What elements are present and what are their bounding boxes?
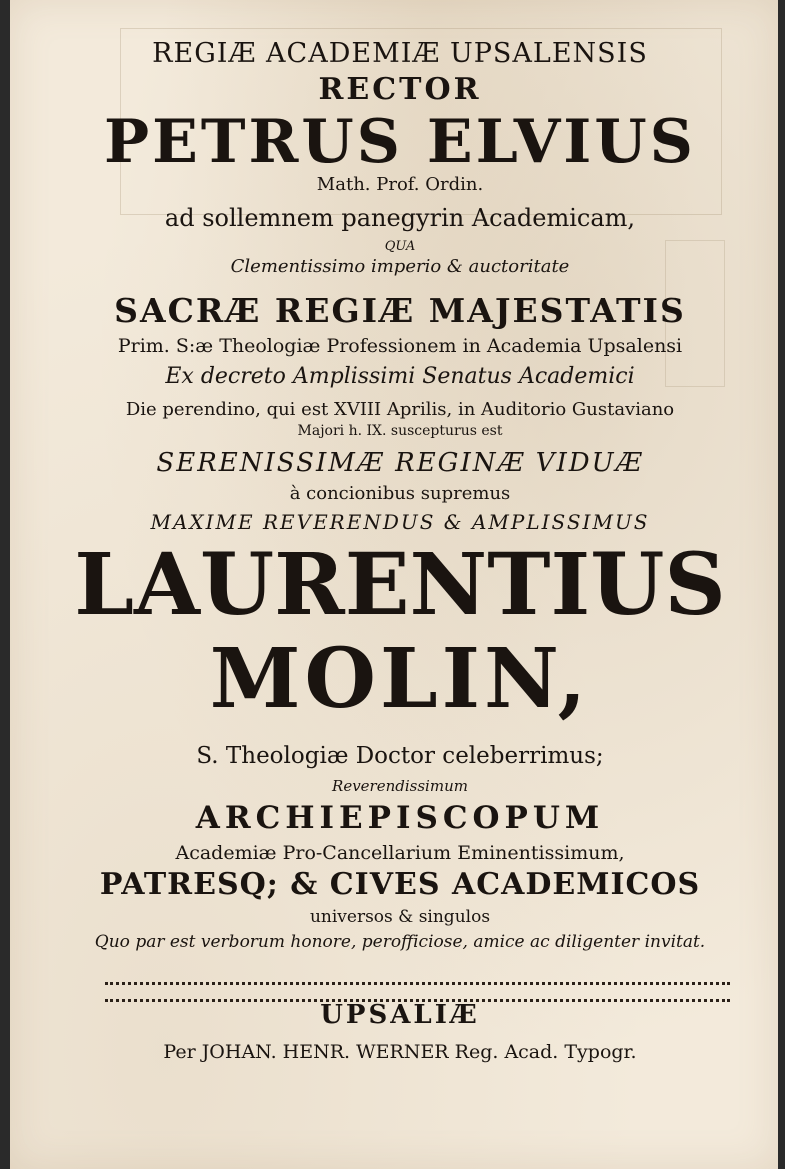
closing-invitation-line: Quo par est verborum honore, perofficiose, amice ac diligenter invitat.	[94, 932, 706, 952]
time-line: Majori h. IX. suscepturus est	[297, 423, 503, 439]
chaplain-line: à concionibus supremus	[289, 483, 511, 504]
rector-title: RECTOR	[318, 72, 482, 107]
invitation-purpose: ad sollemnem panegyrin Academicam,	[164, 204, 636, 232]
senate-decree-line: Ex decreto Amplissimi Senatus Academici	[165, 364, 635, 389]
archbishop-heading: ARCHIEPISCOPUM	[195, 800, 605, 836]
rector-position: Math. Prof. Ordin.	[316, 174, 484, 195]
majesty-heading: SACRÆ REGIÆ MAJESTATIS	[114, 291, 686, 330]
imprint-place: UPSALIÆ	[320, 1000, 480, 1030]
queen-dowager-heading: SERENISSIMÆ REGINÆ VIDUÆ	[156, 448, 644, 478]
document-page	[10, 0, 778, 1169]
universos-line: universos & singulos	[309, 907, 491, 927]
honoree-surname: MOLIN,	[209, 631, 591, 727]
pro-chancellor-line: Academiæ Pro-Cancellarium Eminentissimum,	[175, 842, 625, 864]
printer-line: Per JOHAN. HENR. WERNER Reg. Acad. Typogr.	[163, 1041, 637, 1063]
honoree-first-name: LAURENTIUS	[74, 535, 726, 635]
patres-cives-heading: PATRESQ; & CIVES ACADEMICOS	[99, 867, 701, 902]
ornamental-divider	[105, 982, 730, 1002]
reverendissimum-line: Reverendissimum	[332, 777, 468, 795]
authority-line: Clementissimo imperio & auctoritate	[230, 256, 570, 277]
academy-heading: REGIÆ ACADEMIÆ UPSALENSIS	[152, 38, 648, 69]
date-location-line: Die perendino, qui est XVIII Aprilis, in Auditorio Gustaviano	[125, 399, 675, 420]
qua-word: QUA	[384, 239, 416, 254]
professorship-line: Prim. S:æ Theologiæ Professionem in Academia Upsalensi	[117, 335, 683, 357]
honorific-line: MAXIME REVERENDUS & AMPLISSIMUS	[150, 510, 650, 534]
rector-name: PETRUS ELVIUS	[104, 107, 696, 177]
doctor-line: S. Theologiæ Doctor celeberrimus;	[196, 743, 604, 769]
